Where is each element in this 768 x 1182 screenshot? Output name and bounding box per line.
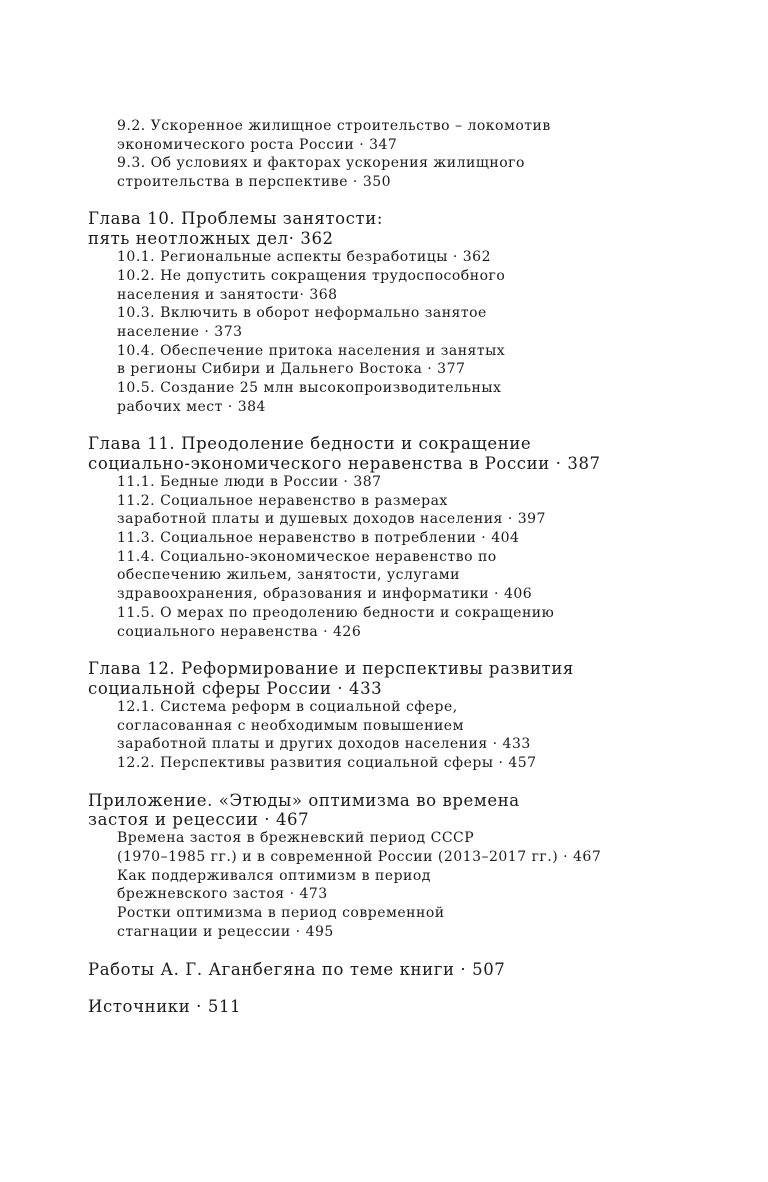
toc-entry-11-4-line-2: обеспечению жильем, занятости, услугами — [117, 567, 460, 583]
toc-entry-9-2-line-2: экономического роста России · 347 — [117, 137, 398, 153]
toc-entry-11-5-line-2: социального неравенства · 426 — [117, 624, 362, 640]
toc-chapter-12-line-1: Глава 12. Реформирование и перспективы развития — [88, 659, 574, 678]
toc-entry-10-1: 10.1. Региональные аспекты безработицы · 362 — [117, 249, 491, 265]
toc-entry-11-4-line-3: здравоохранения, образования и информатики · 406 — [117, 586, 533, 602]
toc-entry-10-5-line-2: рабочих мест · 384 — [117, 399, 266, 415]
toc-entry-12-1-line-2: согласованная с необходимым повышением — [117, 718, 464, 734]
toc-entry-11-3: 11.3. Социальное неравенство в потреблении · 404 — [117, 530, 520, 546]
toc-appendix-entry-3-line-2: стагнации и рецессии · 495 — [117, 924, 334, 940]
toc-entry-10-3-line-2: население · 373 — [117, 324, 243, 340]
toc-chapter-11-line-2: социально-экономического неравенства в России · 387 — [88, 454, 601, 473]
toc-chapter-10-line-2: пять неотложных дел· 362 — [88, 229, 334, 248]
toc-entry-11-4-line-1: 11.4. Социально-экономическое неравенство по — [117, 549, 497, 565]
toc-entry-12-2: 12.2. Перспективы развития социальной сферы · 457 — [117, 755, 537, 771]
toc-entry-12-1-line-1: 12.1. Система реформ в социальной сфере, — [117, 699, 458, 715]
toc-works: Работы А. Г. Аганбегяна по теме книги · 507 — [88, 960, 506, 979]
toc-entry-10-4-line-2: в регионы Сибири и Дальнего Востока · 377 — [117, 361, 466, 377]
toc-appendix-entry-3-line-1: Ростки оптимизма в период современной — [117, 905, 445, 921]
toc-appendix-entry-2-line-2: брежневского застоя · 473 — [117, 886, 328, 902]
toc-appendix-entry-2-line-1: Как поддерживался оптимизм в период — [117, 868, 431, 884]
toc-entry-10-3-line-1: 10.3. Включить в оборот неформально занятое — [117, 305, 487, 321]
toc-chapter-11-line-1: Глава 11. Преодоление бедности и сокращение — [88, 434, 532, 453]
toc-entry-10-2-line-1: 10.2. Не допустить сокращения трудоспособного — [117, 268, 506, 284]
toc-entry-10-4-line-1: 10.4. Обеспечение притока населения и занятых — [117, 343, 506, 359]
toc-appendix-line-1: Приложение. «Этюды» оптимизма во времена — [88, 791, 520, 810]
toc-entry-11-2-line-2: заработной платы и душевых доходов населения · 397 — [117, 511, 546, 527]
toc-appendix-line-2: застоя и рецессии · 467 — [88, 810, 310, 829]
toc-entry-11-5-line-1: 11.5. О мерах по преодолению бедности и сокращению — [117, 605, 555, 621]
toc-entry-9-3-line-2: строительства в перспективе · 350 — [117, 174, 392, 190]
toc-entry-10-2-line-2: населения и занятости· 368 — [117, 287, 338, 303]
toc-entry-10-5-line-1: 10.5. Создание 25 млн высокопроизводительных — [117, 380, 502, 396]
toc-chapter-12-line-2: социальной сферы России · 433 — [88, 679, 383, 698]
toc-chapter-10-line-1: Глава 10. Проблемы занятости: — [88, 209, 384, 228]
toc-appendix-entry-1-line-2: (1970–1985 гг.) и в современной России (2013–2017 гг.) · 467 — [117, 849, 602, 865]
toc-sources: Источники · 511 — [88, 997, 242, 1016]
toc-entry-9-2-line-1: 9.2. Ускоренное жилищное строительство – локомотив — [117, 118, 551, 134]
toc-entry-11-1: 11.1. Бедные люди в России · 387 — [117, 474, 382, 490]
toc-entry-12-1-line-3: заработной платы и других доходов населения · 433 — [117, 736, 531, 752]
toc-appendix-entry-1-line-1: Времена застоя в брежневский период СССР — [117, 830, 475, 846]
toc-entry-11-2-line-1: 11.2. Социальное неравенство в размерах — [117, 493, 448, 509]
toc-entry-9-3-line-1: 9.3. Об условиях и факторах ускорения жилищного — [117, 155, 525, 171]
